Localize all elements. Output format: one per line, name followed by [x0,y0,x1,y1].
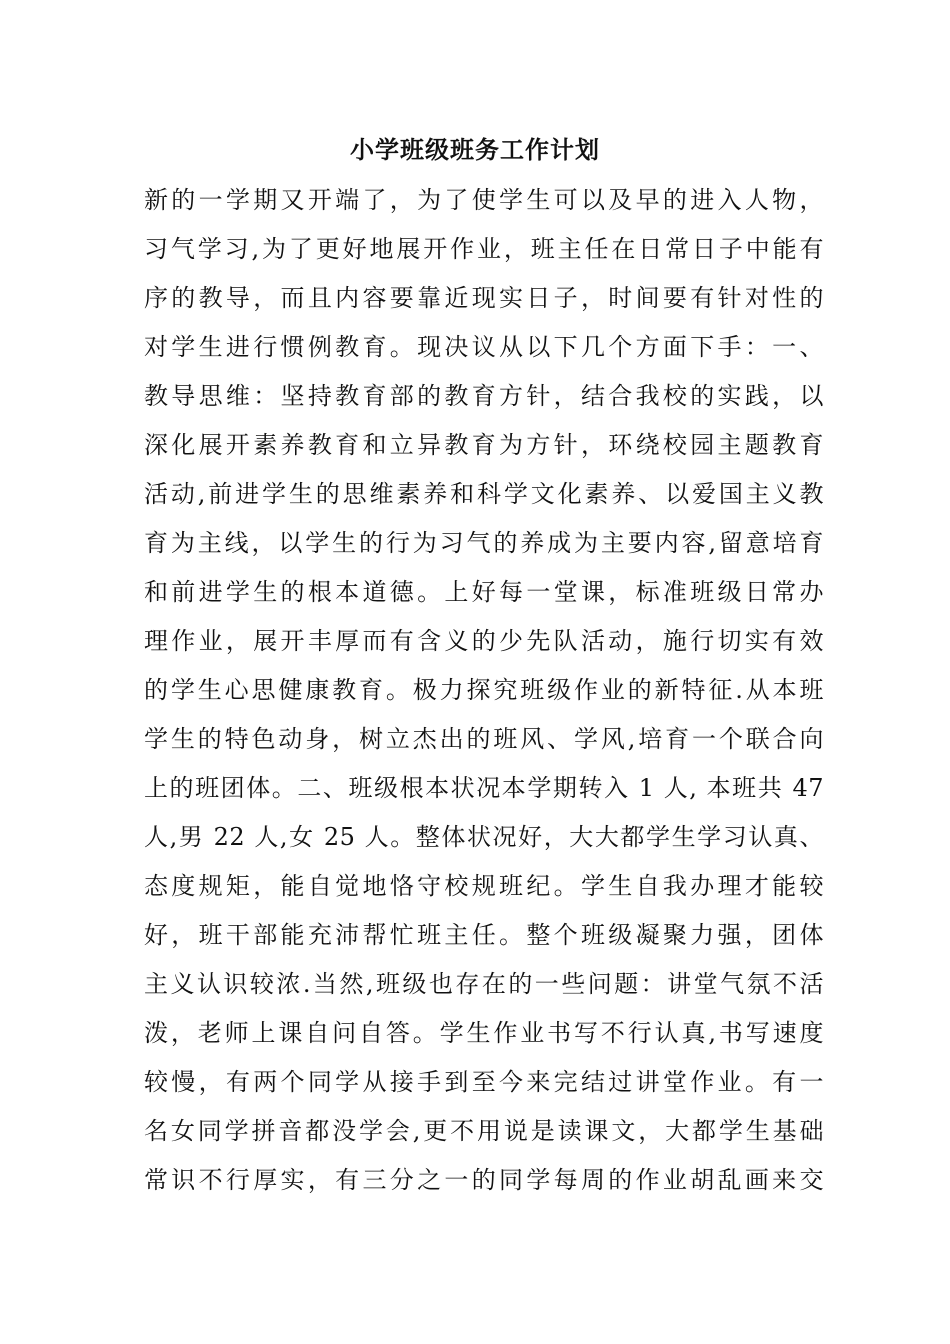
body-line: 学生的特色动身，树立杰出的班风、学风,培育一个联合向 [144,725,824,753]
body-line: 主义认识较浓.当然,班级也存在的一些问题：讲堂气氛不活 [144,970,824,998]
body-line: 对学生进行惯例教育。现决议从以下几个方面下手：一、 [144,333,824,361]
body-line: 上的班团体。二、班级根本状况本学期转入 1 人, 本班共 47 [144,774,824,802]
body-line: 序的教导，而且内容要靠近现实日子，时间要有针对性的 [144,284,824,312]
body-line: 新的一学期又开端了，为了使学生可以及早的进入人物， [144,186,824,214]
document-title: 小学班级班务工作计划 [350,135,600,164]
body-line: 人,男 22 人,女 25 人。整体状况好，大大都学生学习认真、 [144,823,824,851]
body-line: 常识不行厚实，有三分之一的同学每周的作业胡乱画来交 [144,1166,824,1194]
body-line: 育为主线，以学生的行为习气的养成为主要内容,留意培育 [144,529,824,557]
body-line: 名女同学拼音都没学会,更不用说是读课文，大都学生基础 [144,1117,824,1145]
body-line: 理作业，展开丰厚而有含义的少先队活动，施行切实有效 [144,627,824,655]
body-line: 泼，老师上课自问自答。学生作业书写不行认真,书写速度 [144,1019,824,1047]
body-line: 和前进学生的根本道德。上好每一堂课，标准班级日常办 [144,578,824,606]
body-line: 活动,前进学生的思维素养和科学文化素养、以爱国主义教 [144,480,824,508]
body-line: 深化展开素养教育和立异教育为方针，环绕校园主题教育 [144,431,824,459]
body-line: 习气学习,为了更好地展开作业，班主任在日常日子中能有 [144,235,824,263]
body-line: 较慢，有两个同学从接手到至今来完结过讲堂作业。有一 [144,1068,824,1096]
document-body [144,176,824,1205]
body-line: 教导思维：坚持教育部的教育方针，结合我校的实践，以 [144,382,824,410]
body-line: 态度规矩，能自觉地恪守校规班纪。学生自我办理才能较 [144,872,824,900]
body-line: 好，班干部能充沛帮忙班主任。整个班级凝聚力强，团体 [144,921,824,949]
body-line: 的学生心思健康教育。极力探究班级作业的新特征.从本班 [144,676,824,704]
